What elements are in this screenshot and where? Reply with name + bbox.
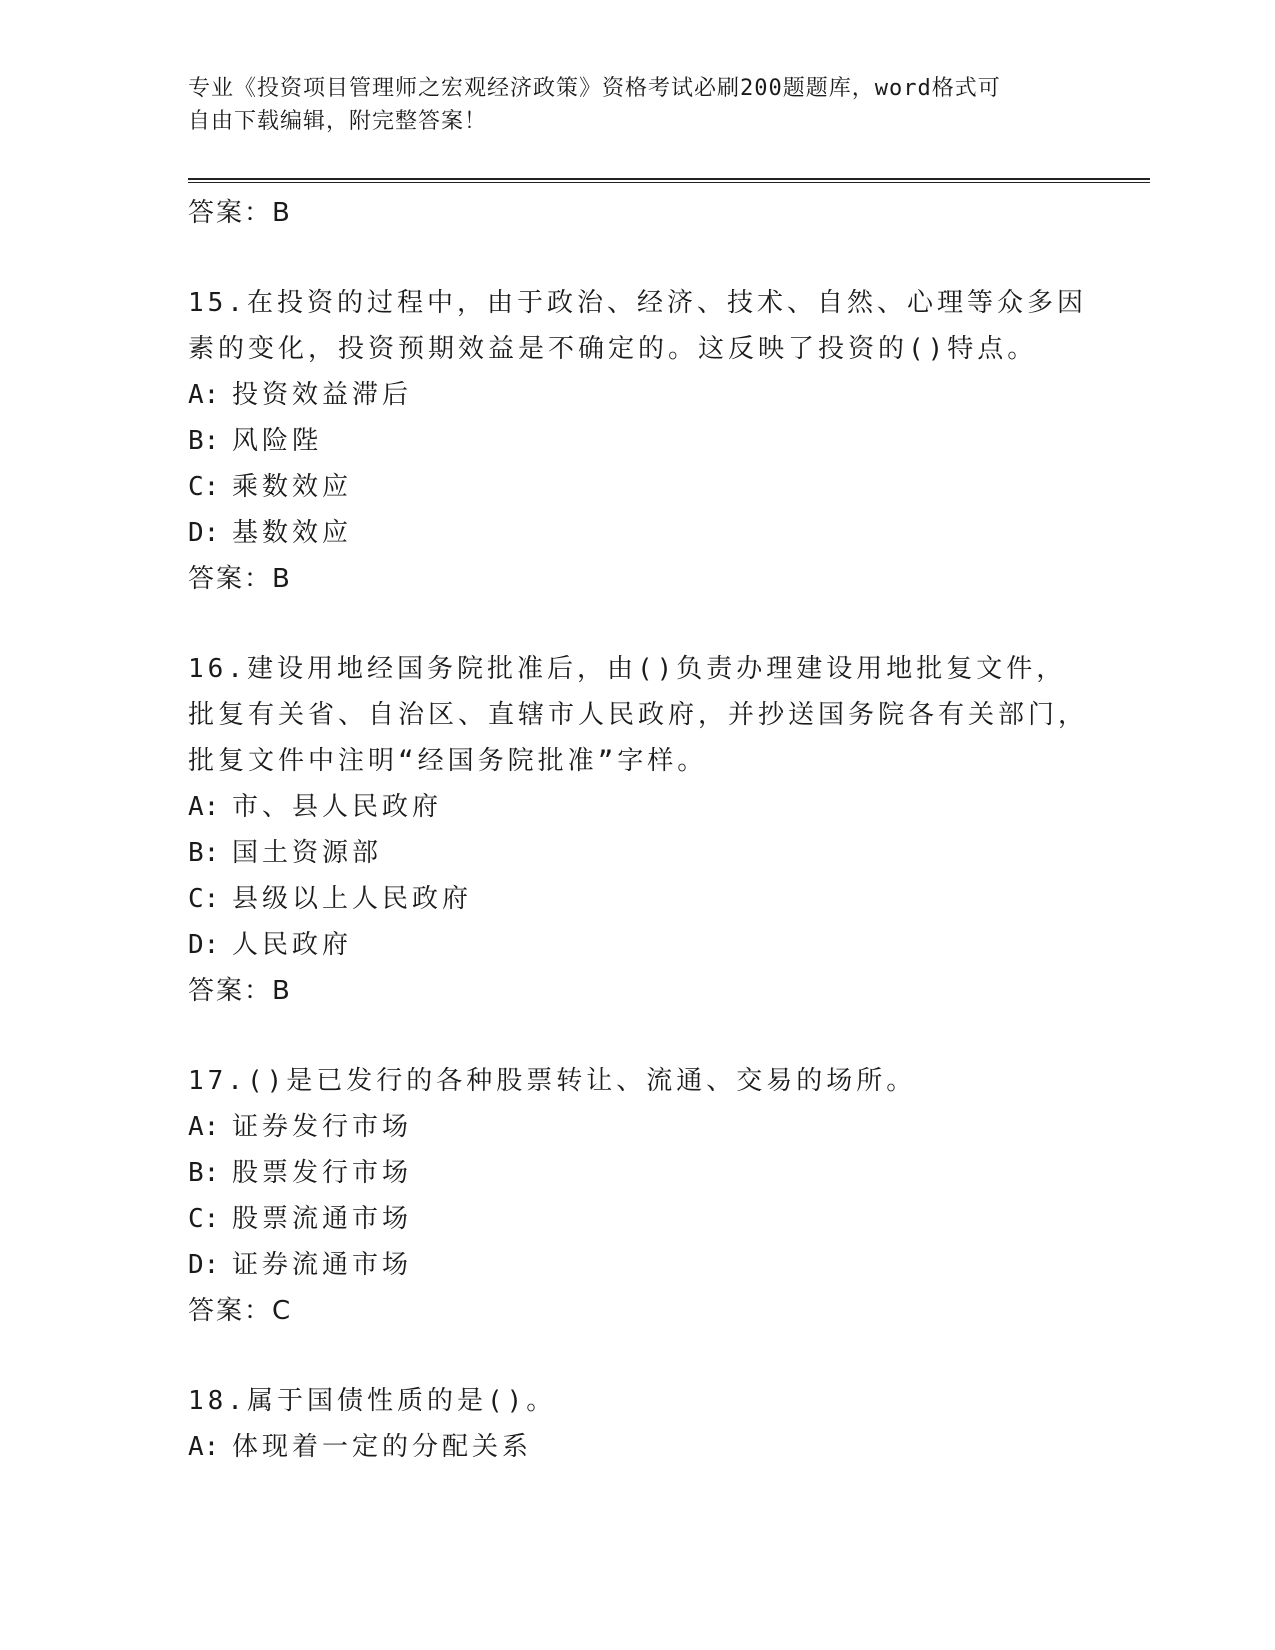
header-divider [188, 178, 1150, 183]
option-d [188, 1242, 1088, 1288]
option-letter: C: [188, 472, 220, 502]
question-stem: 18.属于国债性质的是()。 [188, 1386, 557, 1416]
answer-line: 答案：B [188, 198, 292, 228]
option-text: 国土资源部 [232, 838, 383, 868]
option-c [188, 464, 1088, 510]
question-stem: 16.建设用地经国务院批准后，由()负责办理建设用地批复文件，批复有关省、自治区、直辖市人民政府，并抄送国务院各有关部门，批复文件中注明“经国务院批准”字样。 [188, 654, 1089, 776]
option-letter: B: [188, 1158, 220, 1188]
answer-line: 答案：B [188, 976, 292, 1006]
question-15 [188, 280, 1088, 602]
option-text: 股票发行市场 [232, 1158, 413, 1188]
question-stem: 15.在投资的过程中，由于政治、经济、技术、自然、心理等众多因素的变化，投资预期效益是不确定的。这反映了投资的()特点。 [188, 288, 1087, 364]
answer-line: 答案：C [188, 1296, 293, 1326]
option-a [188, 1424, 1088, 1470]
question-16 [188, 646, 1088, 1014]
option-a [188, 372, 1088, 418]
option-c [188, 1196, 1088, 1242]
option-text: 人民政府 [232, 930, 353, 960]
option-letter: A: [188, 792, 220, 822]
option-text: 县级以上人民政府 [232, 884, 473, 914]
option-text: 乘数效应 [232, 472, 353, 502]
option-letter: D: [188, 518, 220, 548]
document-body [188, 190, 1088, 1470]
option-letter: A: [188, 1112, 220, 1142]
option-letter: D: [188, 930, 220, 960]
option-text: 基数效应 [232, 518, 353, 548]
option-text: 投资效益滞后 [232, 380, 413, 410]
option-text: 证券发行市场 [232, 1112, 413, 1142]
option-text: 体现着一定的分配关系 [232, 1432, 533, 1462]
option-letter: C: [188, 884, 220, 914]
option-a [188, 784, 1088, 830]
option-letter: A: [188, 380, 220, 410]
option-b [188, 1150, 1088, 1196]
option-text: 股票流通市场 [232, 1204, 413, 1234]
option-letter: A: [188, 1432, 220, 1462]
option-letter: D: [188, 1250, 220, 1280]
option-a [188, 1104, 1088, 1150]
header-line-2: 自由下载编辑，附完整答案！ [188, 109, 488, 134]
question-17 [188, 1058, 1088, 1334]
option-letter: B: [188, 838, 220, 868]
option-b [188, 830, 1088, 876]
option-text: 市、县人民政府 [232, 792, 443, 822]
option-text: 风险陛 [232, 426, 323, 456]
option-c [188, 876, 1088, 922]
question-18 [188, 1378, 1088, 1470]
option-letter: C: [188, 1204, 220, 1234]
option-d [188, 510, 1088, 556]
option-d [188, 922, 1088, 968]
option-letter: B: [188, 426, 220, 456]
answer-line: 答案：B [188, 564, 292, 594]
document-header [188, 72, 1088, 138]
question-stem: 17.()是已发行的各种股票转让、流通、交易的场所。 [188, 1066, 917, 1096]
option-text: 证券流通市场 [232, 1250, 413, 1280]
header-line-1: 专业《投资项目管理师之宏观经济政策》资格考试必刷200题题库，word格式可 [188, 76, 1001, 101]
option-b [188, 418, 1088, 464]
